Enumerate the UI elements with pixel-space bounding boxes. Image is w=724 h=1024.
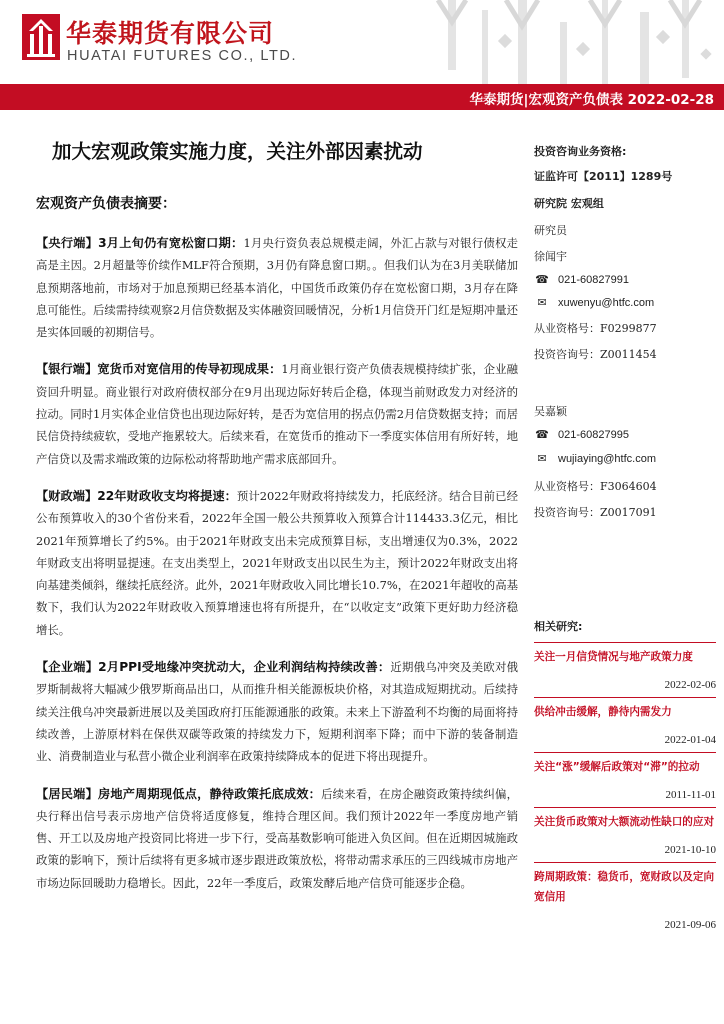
- related-link[interactable]: 供给冲击缓解，静待内需发力: [534, 706, 672, 718]
- related-research-heading: 相关研究:: [534, 620, 583, 633]
- related-link[interactable]: 跨周期政策：稳货币，宽财政以及定向宽信用: [534, 871, 715, 903]
- related-item: [534, 697, 716, 746]
- related-item: [534, 752, 716, 801]
- paragraph-text: 1月央行资负表总规模走阔，外汇占款与对银行债权走高是主因。2月超量等价续作MLF符合预期，3月仍有降息窗口期。。但我们认为在3月美联储加息预期落地前，市场对于加息预期已经基本消化，中国货币政策仍存在宽松窗口期，3月存在降息可能性。后续需持续观察2月信贷数据及实体融资回暖情况，分析1月信贷开门红是短期冲量还是实体回暖的初期信号。: [36, 236, 519, 340]
- practice-number: 从业资格号：F3064604: [534, 480, 657, 493]
- phone-number: 021-60827995: [558, 429, 629, 441]
- company-name-cn: 华泰期货有限公司: [66, 19, 275, 48]
- report-header: [0, 0, 724, 110]
- company-name-en: HUATAI FUTURES CO., LTD.: [67, 48, 298, 64]
- practice-number: 从业资格号：F0299877: [534, 322, 657, 335]
- summary-heading: 宏观资产负债表摘要：: [36, 196, 176, 212]
- email-icon: ✉: [537, 297, 547, 309]
- phone-number: 021-60827991: [558, 274, 629, 286]
- company-logo: [22, 14, 60, 60]
- advisory-number: 投资咨询号：Z0017091: [534, 506, 657, 519]
- analyst-name: 徐闻宇: [534, 250, 567, 263]
- paragraph-text: 后续来看，在房企融资政策持续纠偏，央行释出信号表示房地产信贷将适度修复，维持合理区间。我们预计2022年一季度房地产销售、开工以及房地产投资同比将进一步下行，受高基数影响可能进入负区间。但在近期因城施政政策的影响下，预计后续将有更多城市逐步跟进政策放松，将带动需求承压的三四线城市房地产市场边际回暖助力稳增长。因此，22年一季度后，政策发酵后地产信贷可能逐步企稳。: [36, 786, 518, 890]
- related-link[interactable]: 关注“涨”缓解后政策对“滞”的拉动: [534, 761, 700, 773]
- header-decoration: [420, 0, 724, 84]
- paragraph-lead: 【居民端】房地产周期现低点，静待政策托底成效：: [36, 786, 322, 801]
- analyst-email[interactable]: [534, 452, 656, 465]
- paragraph-lead: 【银行端】宽货币对宽信用的传导初现成果：: [36, 362, 282, 377]
- related-date: 2011-11-01: [665, 789, 716, 801]
- paragraph-text: 1月商业银行资产负债表规模持续扩张，企业融资回升明显。商业银行对政府债权部分在9月出现边际好转后企稳，体现当前财政发力对经济的拉动。同时1月实体企业信贷也出现边际好转，是否为宽信用的拐点仍需2月信贷数据支持；而居民信贷持续疲软，受地产拖累较大。后续来看，在宽货币的推动下一季度实体信用有所好转，地产信贷以及需求端政策的边际松动将帮助地产需求底部回升。: [36, 362, 518, 466]
- email-address[interactable]: wujiaying@htfc.com: [558, 453, 656, 465]
- header-red-bar: [0, 84, 724, 110]
- related-date: 2021-10-10: [664, 844, 716, 856]
- report-category-date: 华泰期货|宏观资产负债表 2022-02-28: [469, 92, 714, 108]
- related-item: [534, 642, 716, 691]
- report-title: 加大宏观政策实施力度，关注外部因素扰动: [52, 140, 423, 163]
- paragraph-lead: 【央行端】3月上旬仍有宽松窗口期：: [36, 236, 244, 250]
- analyst-phone: [534, 428, 629, 441]
- analyst-phone: [534, 273, 629, 286]
- license-number: 证监许可【2011】1289号: [534, 170, 673, 183]
- phone-icon: ☎: [535, 274, 549, 286]
- paragraph-text: 近期俄乌冲突及美欧对俄罗斯制裁将大幅减少俄罗斯商品出口，从而推升相关能源板块价格，对其造成短期扰动。后续持续关注俄乌冲突最新进展以及美国政府打压能源通胀的政策。未来上下游盈利不均衡的局面将持续改善，上游原材料在保供双碳等政策的持续发力下，短期利润率下降；而中下游的装备制造业、消费制造业与私营小微企业利润率在政策持续降成本的促进下将出现提升。: [36, 660, 518, 764]
- paragraph-enterprise: [36, 656, 518, 767]
- related-research-list: [534, 642, 716, 937]
- related-item: [534, 862, 716, 931]
- paragraph-lead: 【企业端】2月PPI受地缘冲突扰动大，企业利润结构持续改善：: [36, 660, 391, 675]
- related-link[interactable]: 关注一月信贷情况与地产政策力度: [534, 651, 693, 663]
- analyst-email[interactable]: [534, 296, 654, 309]
- qualification-label: 投资咨询业务资格:: [534, 145, 627, 158]
- paragraph-central-bank: [36, 232, 518, 343]
- paragraph-banking: [36, 358, 518, 469]
- email-icon: ✉: [537, 453, 547, 465]
- paragraph-lead: 【财政端】22年财政收支均将提速：: [36, 488, 237, 503]
- researcher-label: 研究员: [534, 224, 567, 237]
- paragraph-fiscal: [36, 485, 518, 641]
- report-body: [36, 232, 518, 909]
- analyst-name: 吴嘉颖: [534, 405, 567, 418]
- related-date: 2021-09-06: [664, 919, 716, 931]
- institute-group: 研究院 宏观组: [534, 197, 604, 210]
- advisory-number: 投资咨询号：Z0011454: [534, 348, 657, 361]
- paragraph-household: [36, 783, 518, 894]
- paragraph-text: 预计2022年财政将持续发力，托底经济。结合目前已经公布预算收入的30个省份来看，2022年全国一般公共预算收入预算合计114433.3亿元，相比2021年预算增长了约5%。由于2021年财政支出未完成预算目标，支出增速仅为0.3%，2022年财政支出将明显提速。在支出类型上，2021年财政支出以民生为主，预计2022年财政支出将向基建类倾斜，继续托底经济。此外，2021年财政收入同比增长10.7%，在2021年超收的高基数下，我们认为2022年财政收入预算增速也将有所提升，在“以收定支”政策下更好助力经济稳增长。: [36, 488, 518, 637]
- related-item: [534, 807, 716, 856]
- related-date: 2022-01-04: [664, 734, 716, 746]
- email-address[interactable]: xuwenyu@htfc.com: [558, 297, 655, 309]
- related-link[interactable]: 关注货币政策对大额流动性缺口的应对: [534, 816, 715, 828]
- related-date: 2022-02-06: [664, 679, 716, 691]
- phone-icon: ☎: [535, 429, 549, 441]
